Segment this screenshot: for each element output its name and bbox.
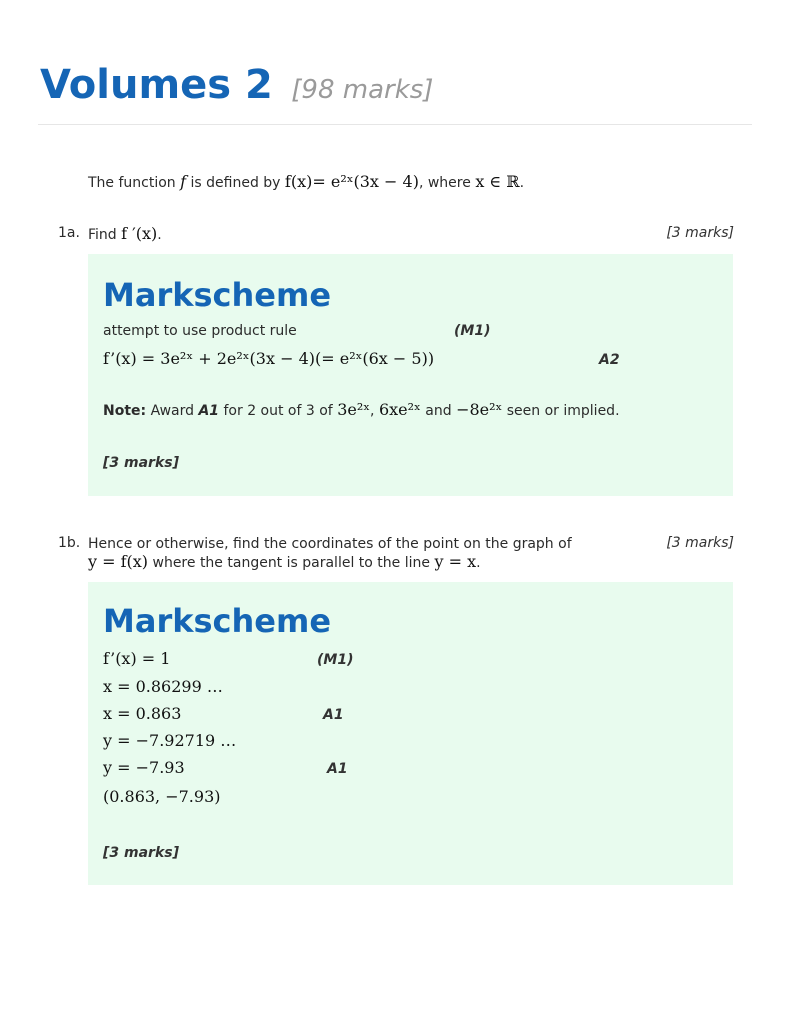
question-text-1a bbox=[88, 225, 648, 244]
markscheme-1a bbox=[88, 254, 733, 496]
question-text: . bbox=[157, 227, 162, 243]
note-label: Note: bbox=[103, 403, 147, 419]
note-term: −8e²ˣ bbox=[456, 400, 503, 419]
question-intro bbox=[88, 172, 524, 191]
markscheme-math: y = −7.93 bbox=[103, 758, 185, 777]
header-divider bbox=[38, 124, 752, 125]
intro-text: The function bbox=[88, 175, 181, 191]
question-text: where the tangent is parallel to the line bbox=[148, 555, 435, 571]
note-text: seen or implied. bbox=[502, 403, 620, 419]
question-number-1b: 1b. bbox=[58, 535, 81, 551]
note-term: 3e²ˣ bbox=[337, 400, 371, 419]
award-code: A1 bbox=[327, 761, 348, 777]
markscheme-math: (0.863, −7.93) bbox=[103, 787, 221, 806]
markscheme-math: y = −7.92719 … bbox=[103, 731, 237, 750]
markscheme-math: x = 0.863 bbox=[103, 704, 182, 723]
markscheme-line: attempt to use product rule bbox=[103, 323, 297, 339]
note-text: Award bbox=[146, 403, 199, 419]
note-text: , bbox=[370, 403, 379, 419]
question-text-1b bbox=[88, 535, 633, 572]
question-text: Hence or otherwise, find the coordinates of the point on the graph of bbox=[88, 536, 572, 552]
markscheme-total: [3 marks] bbox=[103, 455, 179, 471]
markscheme-heading: Markscheme bbox=[103, 602, 332, 640]
markscheme-math: x = 0.86299 … bbox=[103, 677, 223, 696]
function-domain: x ∈ ℝ bbox=[475, 172, 520, 191]
award-code: A2 bbox=[599, 352, 620, 368]
award-code: A1 bbox=[323, 707, 344, 723]
markscheme-total: [3 marks] bbox=[103, 845, 179, 861]
question-marks-1a: [3 marks] bbox=[666, 225, 734, 241]
page-header bbox=[40, 62, 433, 108]
derivative-expression: f ′(x) bbox=[121, 224, 158, 243]
function-definition: f(x)= e²ˣ(3x − 4) bbox=[284, 172, 419, 191]
note-term: 6xe²ˣ bbox=[378, 400, 421, 419]
intro-text: , where bbox=[418, 175, 476, 191]
markscheme-note bbox=[103, 400, 620, 419]
award-code: (M1) bbox=[317, 652, 354, 668]
note-text: and bbox=[420, 403, 457, 419]
question-text: Find bbox=[88, 227, 122, 243]
markscheme-1b bbox=[88, 582, 733, 885]
graph-equation: y = f(x) bbox=[88, 552, 149, 571]
note-text: for 2 out of 3 of bbox=[219, 403, 338, 419]
question-text: . bbox=[476, 555, 481, 571]
markscheme-heading: Markscheme bbox=[103, 276, 332, 314]
intro-text: . bbox=[519, 175, 525, 191]
markscheme-math: f’(x) = 3e²ˣ + 2e²ˣ(3x − 4)(= e²ˣ(6x − 5)) bbox=[103, 349, 435, 368]
question-number-1a: 1a. bbox=[58, 225, 80, 241]
intro-text: is defined by bbox=[186, 175, 285, 191]
question-marks-1b: [3 marks] bbox=[666, 535, 734, 551]
total-marks: [98 marks] bbox=[291, 75, 434, 105]
function-symbol: f bbox=[180, 172, 187, 191]
award-code: A1 bbox=[198, 403, 220, 419]
award-code: (M1) bbox=[454, 323, 491, 339]
page-title: Volumes 2 bbox=[40, 62, 273, 108]
line-equation: y = x bbox=[434, 552, 477, 571]
markscheme-math: f’(x) = 1 bbox=[103, 649, 171, 668]
